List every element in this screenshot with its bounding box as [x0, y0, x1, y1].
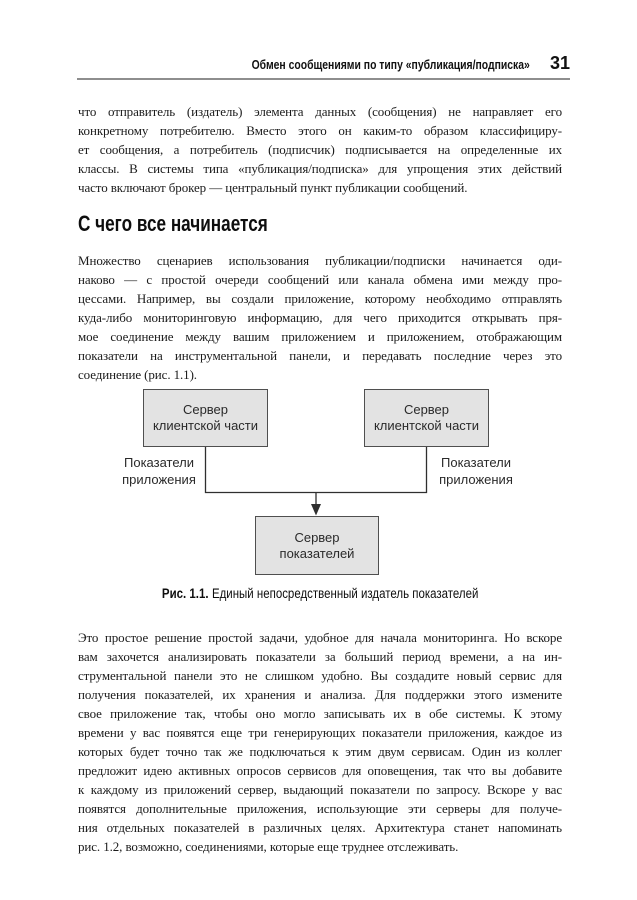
paragraph-line: к каждому из приложений сервер, выдающий показатели по запросу. Вскоре у вас	[78, 782, 562, 797]
paragraph-line: конкретному потребителю. Вместо этого он каким-то образом классифициру-	[78, 123, 562, 138]
paragraph-line: классы. В системы типа «публикация/подписка» для упрощения этих действий	[78, 161, 562, 176]
figure-caption-text: Единый непосредственный издатель показателей	[211, 586, 479, 601]
section-heading	[78, 210, 321, 237]
node-label-line: клиентской части	[152, 418, 259, 433]
paragraph-line: получения показателей, их хранения и анализа. Для поддержки этого измените	[78, 687, 562, 702]
paragraph-line: появятся дополнительные приложения, использующие эти серверы для получе-	[78, 801, 562, 816]
paragraph-line: времени у вас появятся еще три генерирующих показатели приложения, каждое из	[78, 725, 562, 740]
edge-label-line: Показатели	[124, 455, 194, 470]
paragraph-line: наково — с простой очереди сообщений или канала обмена ими между про-	[78, 272, 562, 287]
frontend-server-box-right	[364, 389, 489, 447]
paragraph-line: часто включают брокер — центральный пункт публикации сообщений.	[78, 180, 468, 195]
paragraph-line: рис. 1.2, возможно, соединениями, которые еще труднее отслеживать.	[78, 839, 459, 854]
paragraph-line: свое приложение так, чтобы оно могло записывать их в обе системы. К этому	[78, 706, 562, 721]
edge-label-left	[113, 454, 205, 488]
node-label-line: Сервер	[182, 402, 229, 417]
closing-paragraph	[78, 628, 562, 856]
page-header	[77, 54, 570, 80]
paragraph-line: мое соединение между вашим приложением и приложением, отображающим	[78, 329, 562, 344]
paragraph-line: ния отдельных показателей в различных целях. Архитектура станет напоминать	[78, 820, 562, 835]
paragraph-line: показатели на инструментальной панели, и передавать последние через это	[78, 348, 562, 363]
paragraph-line: которых будет точно так же подключаться к этим двум сервисам. Один из коллег	[78, 744, 562, 759]
figure-1-1-diagram	[0, 386, 637, 578]
node-label-line: Сервер	[403, 402, 450, 417]
edge-label-line: приложения	[122, 472, 196, 487]
section-intro-paragraph	[78, 251, 562, 384]
edge-label-line: приложения	[439, 472, 513, 487]
figure-caption-label: Рис. 1.1.	[161, 586, 209, 601]
metrics-server-box	[255, 516, 379, 575]
running-title: Обмен сообщениями по типу «публикация/подписка»	[251, 57, 530, 72]
paragraph-line: Множество сценариев использования публикации/подписки начинается оди-	[78, 253, 562, 268]
paragraph-line: струментальной панели это не слишком удобно. Вы создадите новый сервис для	[78, 668, 562, 683]
intro-paragraph	[78, 102, 562, 197]
edge-label-line: Показатели	[441, 455, 511, 470]
figure-caption-inner	[162, 585, 478, 602]
figure-caption	[78, 585, 562, 602]
section-heading-text: С чего все начинается	[78, 211, 268, 236]
paragraph-line: Это простое решение простой задачи, удобное для начала мониторинга. Но вскоре	[78, 630, 562, 645]
paragraph-line: что отправитель (издатель) элемента данных (сообщения) не направляет его	[78, 104, 562, 119]
node-label-line: клиентской части	[373, 418, 480, 433]
frontend-server-box-left	[143, 389, 268, 447]
page-number: 31	[549, 53, 570, 73]
paragraph-line: вам захочется анализировать показатели за больший период времени, а на ин-	[78, 649, 562, 664]
paragraph-line: цессами. Например, вы создали приложение, которому необходимо отправлять	[78, 291, 562, 306]
node-label-line: Сервер показателей	[279, 529, 355, 561]
paragraph-line: куда-либо мониторинговую информацию, для чего приходится открывать пря-	[78, 310, 562, 325]
paragraph-line: соединение (рис. 1.1).	[78, 367, 197, 382]
arrow-down-icon	[311, 504, 321, 516]
connector-line	[206, 444, 427, 493]
paragraph-line: предложит идею активных опросов сервисов для оповещения, так что вы добавите	[78, 763, 562, 778]
paragraph-line: ет сообщения, а потребитель (подписчик) подписывается на определенные их	[78, 142, 562, 157]
edge-label-right	[430, 454, 522, 488]
